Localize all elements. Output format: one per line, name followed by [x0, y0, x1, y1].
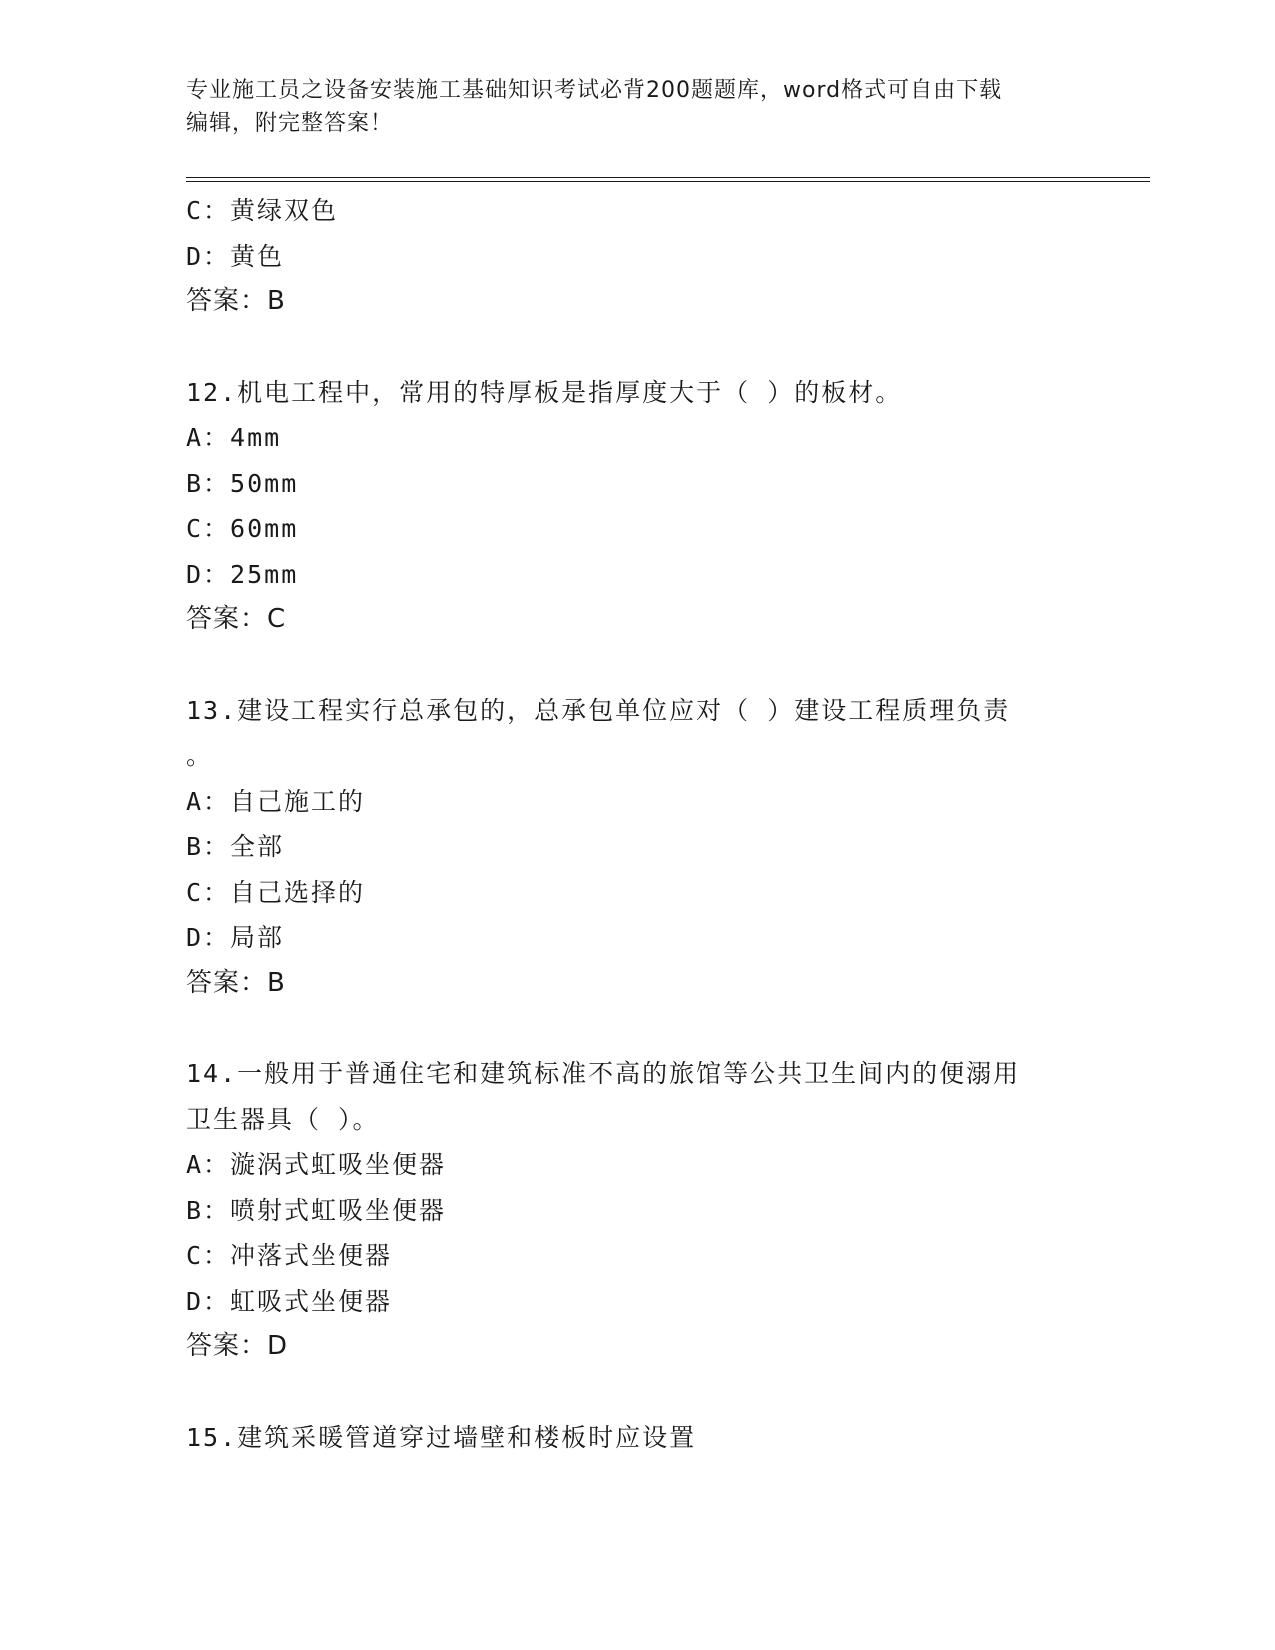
spacer: [186, 643, 1086, 688]
header-line-1: 专业施工员之设备安装施工基础知识考试必背200题题库，word格式可自由下载: [186, 78, 1003, 103]
header-divider-top: [186, 177, 1150, 178]
document-header: [186, 74, 1086, 140]
option-b: B：全部: [186, 832, 285, 861]
option-c: C：自己选择的: [186, 877, 366, 907]
answer-line: 答案：B: [186, 286, 286, 316]
option-b: B：喷射式虹吸坐便器: [186, 1195, 447, 1225]
question-text-line-1: 13.建设工程实行总承包的，总承包单位应对（ ）建设工程质理负责: [186, 695, 1011, 725]
option-b: B：50mm: [186, 468, 299, 498]
option-d: D：25mm: [186, 559, 299, 589]
question-11: [186, 188, 1086, 325]
spacer: [186, 325, 1086, 370]
question-text: 12.机电工程中，常用的特厚板是指厚度大于（ ）的板材。: [186, 377, 903, 407]
option-c: C：冲落式坐便器: [186, 1241, 393, 1270]
question-15: [186, 1415, 1086, 1461]
question-text-line-2: 卫生器具（ ）。: [186, 1104, 380, 1134]
option-c: C：黄绿双色: [186, 196, 339, 225]
question-list: [186, 188, 1086, 1460]
spacer: [186, 1006, 1086, 1051]
answer-line: 答案：D: [186, 1331, 289, 1361]
question-14: [186, 1051, 1086, 1370]
option-a: A：4mm: [186, 423, 282, 452]
question-13: [186, 688, 1086, 1007]
header-line-2: 编辑，附完整答案！: [186, 111, 394, 136]
spacer: [186, 1370, 1086, 1415]
question-text-line-2: 。: [186, 741, 214, 770]
option-a: A：自己施工的: [186, 786, 366, 816]
question-text-line-1: 14.一般用于普通住宅和建筑标准不高的旅馆等公共卫生间内的便溺用: [186, 1059, 1021, 1088]
answer-line: 答案：B: [186, 967, 286, 998]
question-text: 15.建筑采暖管道穿过墙壁和楼板时应设置: [186, 1422, 697, 1452]
header-divider-bottom: [186, 181, 1150, 182]
option-d: D：局部: [186, 923, 285, 952]
answer-line: 答案：C: [186, 604, 287, 634]
option-d: D：虹吸式坐便器: [186, 1286, 393, 1316]
option-d: D：黄色: [186, 241, 285, 271]
option-c: C：60mm: [186, 514, 299, 543]
question-12: [186, 370, 1086, 643]
option-a: A：漩涡式虹吸坐便器: [186, 1150, 447, 1179]
